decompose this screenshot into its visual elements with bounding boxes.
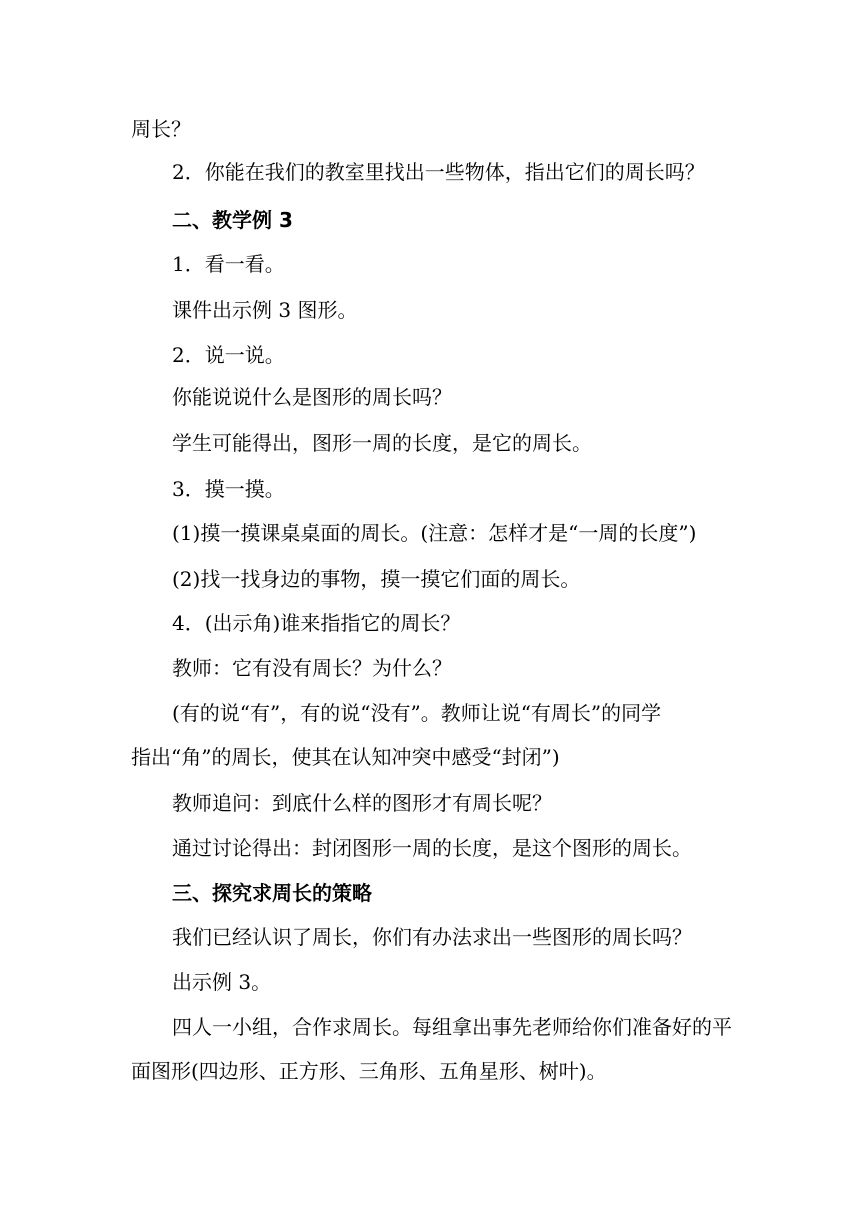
text-line: 4．(出示角)谁来指指它的周长？: [172, 611, 461, 635]
text-line: 1．看一看。: [172, 252, 285, 276]
text-line: 指出“角”的周长，使其在认知冲突中感受“封闭”): [131, 745, 560, 769]
text-line: 通过讨论得出：封闭图形一周的长度，是这个图形的周长。: [172, 836, 692, 860]
text-line: 2．你能在我们的教室里找出一些物体，指出它们的周长吗？: [172, 160, 705, 184]
text-line: (有的说“有”，有的说“没有”。教师让说“有周长”的同学: [172, 701, 662, 725]
section-heading: 二、教学例 3: [172, 208, 293, 232]
text-line: 你能说说什么是图形的周长吗？: [172, 385, 452, 409]
text-line: 我们已经认识了周长，你们有办法求出一些图形的周长吗？: [172, 925, 692, 949]
text-line: 周长？: [131, 117, 191, 141]
text-line: 面图形(四边形、正方形、三角形、五角星形、树叶)。: [131, 1059, 607, 1083]
text-line: 教师追问：到底什么样的图形才有周长呢？: [172, 791, 552, 815]
text-line: (2)找一找身边的事物，摸一摸它们面的周长。: [172, 567, 581, 591]
text-line: 课件出示例 3 图形。: [172, 298, 358, 322]
text-line: 教师：它有没有周长？为什么？: [172, 656, 452, 680]
text-line: (1)摸一摸课桌桌面的周长。(注意：怎样才是“一周的长度”): [172, 521, 697, 545]
section-heading: 三、探究求周长的策略: [172, 881, 372, 905]
text-line: 学生可能得出，图形一周的长度，是它的周长。: [172, 431, 592, 455]
text-line: 2．说一说。: [172, 343, 285, 367]
text-line: 四人一小组，合作求周长。每组拿出事先老师给你们准备好的平: [172, 1015, 732, 1039]
text-line: 出示例 3。: [172, 970, 272, 994]
text-line: 3．摸一摸。: [172, 477, 285, 501]
